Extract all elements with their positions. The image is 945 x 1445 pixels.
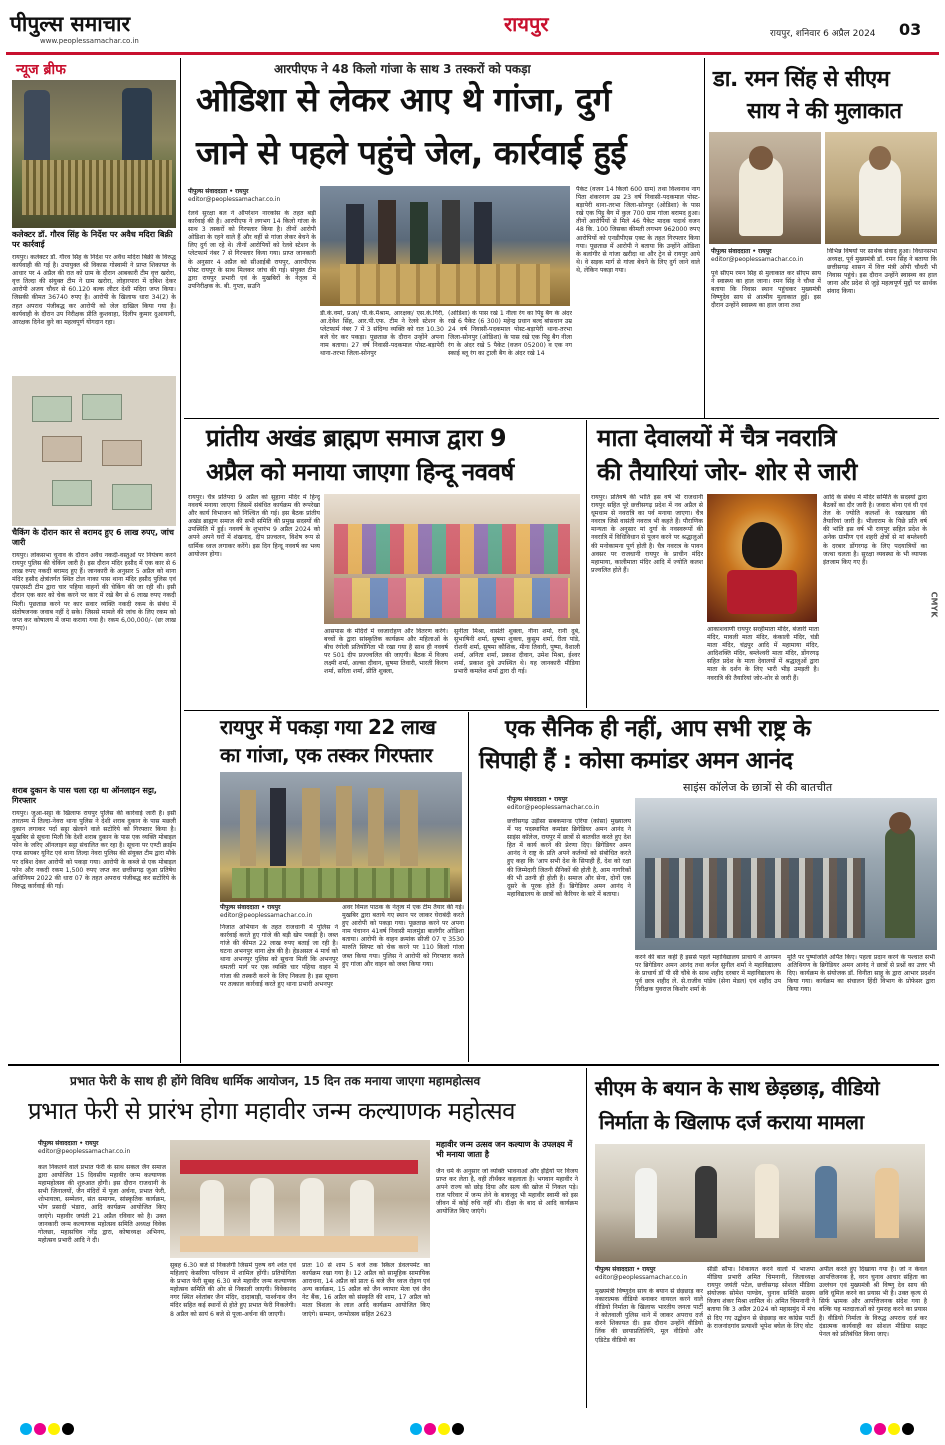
navratri-col-1: रायपुर। प्रतिवर्ष की भांति इस वर्ष भी राजधानी रायपुर सहित पूरे छत्तीसगढ़ प्रदेश में नव अप्रैल से धूमधाम से नवरात्रि का पर्व मनाया जाएगा। चैत्र नवरात्र जिसे वासंती नवरात्र भी कहते हैं। पौराणिक मान्यता के अनुसार मां दुर्गा के नवस्वरूपों की नवरात्रि में विधिविधान से पूजन करने पर श्रद्धालुओं की मनोकामना पूर्ण होती है। चैत्र नवरात्र के पावन अवसर पर राजधानी रायपुर के प्राचीन मंदिर महामाया, कालीमाता मंदिर आदि में ज्योति कलश प्रज्वलित होते हैं। bbox=[591, 494, 703, 574]
soldier-headline-2: सिपाही हैं : कोसा कमांडर अमन आनंद bbox=[479, 748, 793, 774]
issue-date: रायपुर, शनिवार 6 अप्रैल 2024 bbox=[770, 29, 876, 39]
story-soldier bbox=[471, 712, 939, 1062]
brief-2-caption: चैकिंग के दौरान कार से बरामद हुए 6 लाख रुपए, जांच जारी bbox=[12, 528, 174, 547]
brand-name: पीपुल्स समाचार bbox=[10, 12, 131, 36]
brahmin-headline-2: अप्रैल को मनाया जाएगा हिन्दू नववर्ष bbox=[206, 458, 514, 486]
raman-headline-1: डा. रमन सिंह से सीएम bbox=[713, 67, 890, 92]
22lakh-col-1: निजात अभियान के तहत राजधानी में पुलिस ने कार्रवाई करते हुए गांजे की बड़ी खेप पकड़ी है। जब्त गांजे की कीमत 22 लाख रुपए बताई जा रही है। घटना अभनपुर थाना क्षेत्र की है। हेडअसल 4 मार्च को थाना अभनपुर पुलिस को सूचना मिली कि अभनपुर धमतरी मार्ग पर एक व्यक्ति चार पहिया वाहन में गांजा की तस्करी करने के लिए निकला है। इस सूचना पर तत्काल कार्रवाई करते हुए थाना प्रभारी अभनपुर bbox=[220, 924, 338, 988]
mahavir-byline bbox=[38, 1140, 166, 1156]
22lakh-byline bbox=[220, 904, 340, 920]
story-mahavir bbox=[8, 1068, 583, 1410]
soldier-byline bbox=[507, 796, 631, 812]
mahavir-col-1: कल निकलने वाले प्रभात फेरी के साथ सकल जैन समाज द्वारा आयोजित 15 दिवसीय महावीर जन्म कल्याणक महामहोत्सव की शुरुआत होगी। इस दौरान राजधानी के सभी जिनालयों, जैन मंदिरों में पूजा अर्चना, प्रभात फेरी, शोभायात्रा, सम्मेलन, संत समागम, सांस्कृतिक कार्यक्रम, भोग प्रसादी भंडारा, आदि कार्यक्रम आयोजित किए जाएंगे। महावीर जयंती 21 अप्रैल रविवार को है। उक्त जानकारी जन्म कल्याणक महोत्सव समिति अध्यक्ष विवेक गोलछा, महासचिव नरेंद्र द्वारा, कोषाध्यक्ष अभिनय, महोत्सव प्रभारी आदि ने दी। bbox=[38, 1164, 166, 1244]
color-registration-bar bbox=[0, 1416, 945, 1438]
ganja-kicker: आरपीएफ ने 48 किलो गांजा के साथ 3 तस्करों को पकड़ा bbox=[274, 62, 531, 76]
soldier-col-2: करने की बात कही है इससे पहले महाविद्यालय प्राचार्य ने आगमन पर ब्रिगेडियर अमन आनंद तथा कर्नल सुनील शर्मा ने महाविद्यालय के प्राचार्य डॉ पी सी चौबे के साथ शहीद दरबार में महाविद्यालय के पूर्व छात्र शहीद ले. से.राजीव पांडेय (सेना मेडल) एवं शहीद उप निरीक्षक युवराज किशोर शर्मा के bbox=[635, 954, 781, 994]
22lakh-soldier-divider bbox=[468, 712, 469, 1062]
row3-divider bbox=[8, 1064, 939, 1066]
ganja-headline-1: ओडिशा से लेकर आए थे गांजा, दुर्ग bbox=[196, 80, 611, 119]
brief-1-body: रायपुर। कलेक्टर डॉ. गौरव सिंह के निर्देश पर अवैध मदिरा बिक्री के विरुद्ध कार्यवाही की गई है। उपायुक्त श्री विकास गोस्वामी ने प्राप्त शिकायत के आधार पर 4 अप्रैल की रात को ग्राम के दौरान आबकारी टीम वृत्त खरोरा, वृत्त तिल्दा की संयुक्त टीम ने ग्राम खरोरा, लोहारपारा में दबिश देकर आरोपी अजय चौधर से 60.120 बल्क लीटर देशी मदिरा जप्त किया। जिसकी कीमत 36740 रुपए है। आरोपी के खिलाफ धारा 34(2) के तहत अपराध पंजीबद्ध कर आरोपी को जेल दाखिल किया गया है। कार्यवाही के दौरान उप निरीक्षक प्रीति कुशवाहा, दिलीप कुमार दुआयागी, आरक्षक दिनेश कुरे का महत्वपूर्ण योगदान रहा। bbox=[12, 254, 176, 326]
cmyk-dots-left bbox=[20, 1420, 76, 1439]
raman-headline-2: साय ने की मुलाकात bbox=[747, 99, 902, 124]
story-ganja bbox=[184, 58, 702, 418]
ganja-raman-divider bbox=[704, 58, 705, 418]
mahavir-col-2: सुबह 6.30 बजे से निकलेगी जिसमें पुरुष वर्ग श्वेत एवं महिलाएं केसरिया परिधान में शामिल होंगी। प्रतियोगिता के प्रभात फेरी सुबह 6.30 बजे महावीर जन्म कल्याणक महोत्सव समिति की ओर से निकाली जाएगी। विवेकानंद नगर स्थित श्वेतांबर जैन मंदिर, दादाबाड़ी, पार्श्वनाथ जैन मंदिर सहित कई स्थानों से होते हुए प्रभात फेरी निकलेगी। 8 अप्रैल को सायं 6 बजे से पूजा-अर्चना की जाएगी। bbox=[170, 1262, 296, 1318]
22lakh-headline-2: का गांजा, एक तस्कर गिरफ्तार bbox=[220, 743, 433, 767]
brahmin-headline-1: प्रांतीय अखंड ब्राह्मण समाज द्वारा 9 bbox=[206, 424, 507, 452]
raman-col-2: विभिन्न विषयों पर सार्थक संवाद हुआ। विधानसभा अध्यक्ष, पूर्व मुख्यमंत्री डॉ. रमन सिंह ने बताया कि छत्तीसगढ़ शासन में वित्त मंत्री ओपी चौधरी भी निवास पहुंचे। इस दौरान उन्होंने स्वास्थ्य का हाल जाना और प्रदेश से जुड़े महत्वपूर्ण मुद्दों पर सार्थक संवाद किया। bbox=[827, 248, 937, 296]
raman-byline bbox=[711, 248, 821, 264]
mahavir-col-4: जैन धर्म के अनुसार जो व्यक्ति भावनाओं और इंद्रियों पर विजय प्राप्त कर लेता है, वही तीर्थंकर कहलाता है। भगवान महावीर ने अपने राज्य को छोड़ दिया और सत्य की खोज में निकल पड़े। राज परिवार में जन्म लेने के बावजूद भी महावीर स्वामी को इस जीवन में कोई रुचि नहीं थी। दीक्षा के बाद से आदि कार्यक्रम आयोजित किए जाएंगे। bbox=[436, 1168, 578, 1216]
news-brief-column bbox=[8, 58, 178, 1068]
section-city: रायपुर bbox=[504, 12, 549, 36]
masthead-rule bbox=[6, 52, 939, 55]
cm-meeting-photo-1 bbox=[709, 132, 821, 244]
story-brahmin bbox=[184, 420, 584, 710]
cm-video-complaint-photo bbox=[595, 1144, 925, 1262]
brief-3-body: रायपुर। जुआ-सट्टा के खिलाफ रायपुर पुलिस की कार्रवाई जारी है। इसी तारतम्य में तिल्दा-नेवरा थाना पुलिस ने देशी शराब दुकान के पास मछली दुकान लगाकर पर्दा सट्टा खेलाने वाले सटोरिये को गिरफ्तार किया है। मुखबिर से सूचना मिली कि देशी शराब दुकान के पास एक व्यक्ति मोबाइल फोन के जरिए ऑनलाइन सट्टा संचालित कर रहा है। सूचना पर एण्टी क्राईम एण्ड सायबर यूनिट एवं थाना तिल्दा नेवरा पुलिस की संयुक्त टीम द्वारा मौके पर दबिश देकर आरोपी को पकड़ा गया। आरोपी के कब्जे से एक मोबाइल फोन और नकदी रकम 1,500 रुपए जप्त कर छत्तीसगढ़ जुआ प्रतिषेध अधिनियम 2022 की धारा 07 के तहत अपराध पंजीबद्ध कर सटोरिये के विरुद्ध कार्रवाई की गई। bbox=[12, 810, 176, 890]
ganja-col-2: डी.के.वर्मा, प्रआ/ पी.के.मैश्राम, आरक्षक/ एस.के.गिरी, आ.देवेश सिंह, आर.पी.एफ. टीम ने रेलवे स्टेशन के प्लेटफार्म नंबर 7 में 3 संदिग्ध व्यक्ति को रात 10.30 बजे घेर कर पकड़ा। पूछताछ के दौरान उन्होंने अपना नाम बताया। 27 वर्ष निवासी-पदकमाल पोस्ट-बड़ापेरी थाना-तरभा जिला-सोनपुर bbox=[320, 310, 444, 358]
ganja-byline bbox=[188, 188, 318, 204]
liquor-seizure-photo bbox=[12, 80, 176, 228]
brahmin-col-3: सुनीता मिश्रा, वासंती शुक्ला, नीना शर्मा, रानी दुबे, सुभाषिनी शर्मा, सुषमा शुक्ला, कुसुम शर्मा, रीता पांडे, रोशनी शर्मा, सुषमा कौशिक, मीना तिवारी, पुष्पा, वैशाली शर्मा, अनिता शर्मा, प्रकाश दीवान, उमेश मिश्रा, ईश्वर शर्मा, प्रकाश दुबे उपस्थित थे। यह जानकारी मीडिया प्रभारी कमलेश शर्मा द्वारा दी गई। bbox=[454, 628, 580, 676]
cm-video-col-3: अपील करते हुए दिखाया गया है। जो न केवल आपत्तिजनक है, वरन चुनाव आचार संहिता का उल्लंघन एवं मुख्यमंत्री श्री विष्णु देव साय की छवि धूमिल करने का प्रयास भी है। उक्त कृत्य से सिर्फ भ्रामक और आपत्तिजनक संदेश गया है बल्कि यह मतदाताओं को गुमराह करने का प्रयास है। वीडियो निर्माता के विरुद्ध अपराध दर्ज कर दंडात्मक कार्यवाही का सोशल मीडिया साइट पेनल को प्रतिबंधित किया जाए। bbox=[819, 1266, 927, 1338]
ganja-arrest-photo bbox=[320, 186, 570, 306]
ganja-email[interactable]: editor@peoplessamachar.co.in bbox=[188, 196, 281, 203]
cash-seizure-photo bbox=[12, 376, 176, 526]
cm-video-byline bbox=[595, 1266, 705, 1282]
navratri-headline-2: की तैयारियां जोर- शोर से जारी bbox=[597, 458, 857, 486]
cm-video-headline-1: सीएम के बयान के साथ छेड़छाड़, वीडियो bbox=[595, 1076, 880, 1100]
mahavir-email[interactable]: editor@peoplessamachar.co.in bbox=[38, 1148, 131, 1155]
goddess-idol-photo bbox=[707, 494, 817, 622]
mahavir-col-4-title: महावीर जन्म उत्सव जन कल्याण के उपलक्ष्य में भी मनाया जाता है bbox=[436, 1140, 573, 1159]
mahavir-kicker: प्रभात फेरी के साथ ही होंगे विविध धार्मिक आयोजन, 15 दिन तक मनाया जाएगा महामहोत्सव bbox=[70, 1074, 481, 1088]
story-raman bbox=[707, 58, 939, 418]
cm-video-headline-2: निर्माता के खिलाफ दर्ज कराया मामला bbox=[599, 1110, 864, 1134]
page-number: 03 bbox=[899, 20, 922, 39]
22lakh-col-2: अवर विमल पाठक के नेतृत्व में एक टीम तैयार की गई। मुखबिर द्वारा बताये गए स्थान पर जाकर घेराबंदी करते हुए आरोपी को पकड़ा गया। पूछताछ करने पर अपना नाम पंचानन 41वर्ष निवासी मालमुंडा बालंगीर ओडिशा बताया। आरोपी के वाहन क्रमांक सीजी 07 ए 3530 मारुति स्विफ्ट को चेक करने पर 110 किलो गांजा जब्त किया गया। पुलिस ने आरोपी को गिरफ्तार करते हुए गांजा और वाहन को जब्त किया गया। bbox=[342, 904, 464, 968]
cm-video-col-2: सीडी सौंपा। शिकायत करने वालों में भाजपा मीडिया प्रभारी अमित चिमनानी, जिलाध्यक्ष रायपुर जयंती पटेल, छत्तीसगढ़ सोशल मीडिया संयोजक सोमेश पाण्डेय, चुनाव समिति सदस्य विजय शंकर मिश्रा शामिल थे। अमित चिमनानी ने बताया कि 3 अप्रैल 2024 को महासमुंद में मंच से दिए गए उद्बोधन से छेड़छाड़ कर कांग्रेस पार्टी के राजनांदगांव प्रत्याशी भूपेश बघेल के लिए वोट bbox=[707, 1266, 815, 1330]
mahavir-byline-name: पीपुल्स संवाददाता • रायपुर bbox=[38, 1140, 99, 1147]
cmyk-dots-center bbox=[410, 1420, 466, 1439]
soldier-address-photo bbox=[635, 798, 937, 950]
story-navratri bbox=[589, 420, 939, 710]
site-url[interactable]: www.peoplessamachar.co.in bbox=[40, 37, 139, 45]
mahavir-video-divider bbox=[586, 1068, 587, 1408]
cm-video-email[interactable]: editor@peoplessamachar.co.in bbox=[595, 1274, 688, 1281]
22lakh-headline-1: रायपुर में पकड़ा गया 22 लाख bbox=[220, 715, 436, 739]
soldier-col-3: मूर्ति पर पुष्पांजलि अर्पित किए। पहला प्रदान करने के पश्चात सभी अतिथिगण के ब्रिगेडियर अमन आनंद ने छात्रों से प्रश्नों का उत्तर भी दिए। कार्यक्रम के संयोजक डॉ. विनीता साहू के द्वारा आभार प्रदर्शन किया गया। कार्यक्रम का संचालन हिंदी विभाग के प्रोफेसर द्वारा किया गया। bbox=[787, 954, 935, 994]
story-22lakh bbox=[184, 712, 466, 1062]
navratri-col-2: आकाशवाणी रायपुर सरहीमाता मंदिर, बंजारी माता मंदिर, मावली माता मंदिर, कंकाली मंदिर, चंडी माता मंदिर, चंद्रपुर आदि में महामाया मंदिर, आदिशक्ति मंदिर, बम्लेश्वरी माता मंदिर, डोंगरगढ़ सहित प्रदेश के माता देवालयों में श्रद्धालुओं द्वारा माता के दर्शन के लिए भारी भीड़ उमड़ती है। नवरात्रि की तैयारियां जोर-शोर से जारी हैं। bbox=[707, 626, 819, 682]
ganja-headline-2: जाने से पहले पहुंचे जेल, कार्रवाई हुई bbox=[196, 133, 627, 172]
cm-meeting-photo-2 bbox=[825, 132, 937, 244]
soldier-byline-name: पीपुल्स संवाददाता • रायपुर bbox=[507, 796, 568, 803]
mahavir-col-3: प्रातः 10 से शाम 5 बजे तक स्किल डेवलपमेंट का कार्यक्रम रखा गया है। 12 अप्रैल को सामूहिक सामायिक आराधना, 14 अप्रैल को प्रातः 6 बजे जैन ध्वज रोहण एवं अन्य कार्यक्रम, 15 अप्रैल को जैन व्यापार मेला एवं जैन नेट बैंक, 16 अप्रैल को संस्कृति की शाम, 17 अप्रैल को माता त्रिशला के लाल आदि कार्यक्रम आयोजित किए जाएंगे। सम्मान, जन्मोत्सव सहित 2623 bbox=[302, 1262, 430, 1318]
ganja-col-4: पैकेट (वजन 14 किलो 600 ग्राम) तथा विश्वनाथ नाग पिता शंकरनाग उम्र 23 वर्ष निवासी-पदकमाल पोस्ट-बड़ापेरी थाना-तरभा जिला-सोनपुर (ओडिशा) के पास रखे एक पिट्टू बैग में कुल 700 ग्राम गांजा बरामद हुआ। तीनों आरोपियों से मिले 46 पैकेट मादक पदार्थ वजन 48 कि. 100 जिसका कीमती लगभग 962000 रुपए आरोपियों को एनडीपीएस एक्ट के तहत गिरफ्तार किया गया। पूछताछ में आरोपी ने बताया कि उन्होंने ओडिशा के बलांगीर से गांजा खरीदा था और ट्रेन से रायपुर आये थे। वे सड़क मार्ग से गांजा बेचने के लिए दुर्ग जाने वाले थे, लेकिन पकड़ा गया। bbox=[576, 186, 700, 274]
brief-2-body: रायपुर। लोकसभा चुनाव के दौरान अवैध नकदी-वस्तुओं पर नियंत्रण करने रायपुर पुलिस की चेकिंग जारी है। इस दौरान मंदिर हसौद में एक कार से 6 लाख रुपए नकदी बरामद हुए हैं। जानकारी के अनुसार 5 अप्रैल को थाना मंदिर हसौद क्षेत्रांतर्गत स्थित टोल नाका पास थाना मंदिर हसौद पुलिस एवं एसएसटी टीम द्वारा चार पहिया वाहनों की चेकिंग की जा रही थी। इसी दौरान एक कार को चेक करने पर कार में रखे बैग से 6 लाख रुपए नकदी मिली। पूछताछ करने पर कार सवार व्यक्ति नकदी रकम के संबंध में संतोषजनक जवाब नहीं दे सके। जिससे मामले की जांच के लिए रकम को जप्त कर कोषालय में जमा कराया गया है। रकम 6,00,000/- (छः लाख रुपए)। bbox=[12, 552, 176, 632]
ganja-col-1: रेलवे सुरक्षा बल ने ऑपरेशन नारकोस के तहत बड़ी कार्रवाई की है। आरपीएफ ने लगभग 14 किलो गांजा के साथ 3 तस्करों को गिरफ्तार किया है। तीनों आरोपी ओडिशा के रहने वाले हैं और वहीं से गांजा लेकर बेचने के लिए दुर्ग जा रहे थे। तीनों आरोपियों को रेलवे स्टेशन के प्लेटफार्म नंबर 7 से गिरफ्तार किया गया। प्राप्त जानकारी के अनुसार 4 अप्रैल को सीआईबी रायपुर, आरपीएफ पोस्ट रायपुर के साथ मिलकर जांच की गई। संयुक्त टीम द्वारा रायपुर प्रभारी एवं के मुखबिरों के नेतृत्व में उपनिरीक्षक के. बी. गुप्ता, सउनि bbox=[188, 210, 316, 290]
soldier-headline-1: एक सैनिक ही नहीं, आप सभी राष्ट्र के bbox=[505, 716, 811, 742]
brand-logo bbox=[6, 8, 196, 38]
row2-divider bbox=[184, 710, 939, 711]
22lakh-byline-name: पीपुल्स संवाददाता • रायपुर bbox=[220, 904, 281, 911]
ganja-byline-name: पीपुल्स संवाददाता • रायपुर bbox=[188, 188, 249, 195]
story-cm-video bbox=[589, 1068, 939, 1410]
raman-email[interactable]: editor@peoplessamachar.co.in bbox=[711, 256, 804, 263]
brahmin-group-photo bbox=[324, 494, 580, 624]
raman-byline-name: पीपुल्स संवाददाता • रायपुर bbox=[711, 248, 772, 255]
soldier-kicker: साइंस कॉलेज के छात्रों से की बातचीत bbox=[683, 781, 833, 794]
cmyk-dots-right bbox=[860, 1420, 916, 1439]
news-brief-label: न्यूज ब्रीफ bbox=[16, 62, 66, 78]
22lakh-arrest-photo bbox=[220, 772, 462, 902]
masthead bbox=[0, 0, 945, 52]
row1-divider bbox=[184, 418, 939, 419]
mahavir-press-photo bbox=[170, 1140, 430, 1258]
cm-video-byline-name: पीपुल्स संवाददाता • रायपुर bbox=[595, 1266, 656, 1273]
soldier-col-1: छत्तीसगढ़ उड़ीसा सबकमान्ड एरिया (कोसा) मुख्यालय में पद पदस्थापित कमांडर ब्रिगेडियर अमन आनंद ने साइंस कॉलेज, रायपुर में छात्रों से बातचीत करते हुए देश हित में कार्य करने की प्रेरणा दिए। ब्रिगेडियर अमन आनंद ने राष्ट्र के प्रति अपने कर्तव्यों को संबोधित करते हुए कहा कि 'आप सभी देश के सिपाही हैं, देश को रक्षा की जिम्मेदारी जितनी सैनिकों की होती है, आम नागरिकों की भी उतनी ही होती है। समाज और सेना, दोनों एक दूसरे के पूरक होते हैं। ब्रिगेडियर अमन आनंद ने महाविद्यालय के छात्रों को कैरियर के बारे में बताया। bbox=[507, 818, 631, 898]
brief-3-caption: शराब दुकान के पास चला रहा था ऑनलाइन सट्टा, गिरफ्तार bbox=[12, 786, 157, 805]
brief-divider bbox=[180, 58, 181, 1063]
navratri-headline-1: माता देवालयों में चैत्र नवरात्रि bbox=[597, 424, 837, 452]
soldier-email[interactable]: editor@peoplessamachar.co.in bbox=[507, 804, 600, 811]
cm-video-col-1: मुख्यमंत्री विष्णुदेव साय के बयान से छेड़छाड़ कर नकारात्मक वीडियो बनाकर वायरल करने वाले वीडियो निर्माता के खिलाफ भारतीय जनता पार्टी ने कोतवाली पुलिस थाने में जाकर अपराध दर्ज करने शिकायत दी। इस दौरान उन्होंने वीडियो लिंक की छायाप्रतिलिपि, मूल वीडियो और एडिटेड वीडियो का bbox=[595, 1288, 703, 1344]
navratri-col-3: आदि के संबंध में मंदिर समिति के सदस्यों द्वारा बैठकों का दौर जारी है। जवारा बोना एवं घी एवं तेल के ज्योति कलशों के रखरखाव की तैयारियां जारी है। भीलाराम के पिछे प्रति वर्ष की भांति इस वर्ष भी रायपुर सहित प्रदेश के अनेक ग्रामीण एवं शहरी क्षेत्रों से मां बम्लेश्वरी के दरबार डोंगरगढ़ के लिए पदयात्रियों का जत्था चलता है। सुरक्षा व्यवस्था के भी व्यापक इंतजाम किए गए हैं। bbox=[823, 494, 927, 566]
22lakh-email[interactable]: editor@peoplessamachar.co.in bbox=[220, 912, 313, 919]
side-cmyk-mark: CMYK bbox=[929, 591, 939, 618]
mahavir-headline: प्रभात फेरी से प्रारंभ होगा महावीर जन्म कल्याणक महोत्सव bbox=[28, 1097, 516, 1125]
brahmin-navratri-divider bbox=[586, 420, 587, 708]
raman-col-1: पूर्व सीएम रमन सिंह से मुलाकात कर सीएम साय ने स्वास्थ्य का हाल जाना। रमन सिंह ने चौथा में बताया कि निवास स्थान पहुंचकर मुख्यमंत्री विष्णुदेव साय से आत्मीय मुलाकात हुई। इस दौरान उन्होंने स्वास्थ्य का हाल जाना तथा bbox=[711, 270, 821, 310]
brahmin-col-1: रायपुर। चैत्र प्रतिपदा 9 अप्रैल को सुहाना मंदिर में हिन्दू नववर्ष मनाया जाएगा जिसमें संबंधित कार्यक्रम की रूपरेखा और कार्य विभाजन को निश्चित की गई। इस बैठक प्रांतीय अखंड ब्राह्मण समाज की सभी समिति की प्रमुख सदस्यों की उपस्थिति में हुई। नववर्ष के शुभारंभ 9 अप्रैल 2024 को अपने अपने घरों में शंखनाद, दीप प्रज्वलन, विशेष रूप से धार्मिक ध्वज लगाकर करेंगे। इस दिन हिन्दू नववर्ष का भव्य आयोजन होगा। bbox=[188, 494, 320, 558]
brahmin-col-2: आसपास के मंदिरों में ध्वजारोहण और वितरण करेंगे। बच्चों के द्वारा सांस्कृतिक कार्यक्रम और महिलाओं के बीच रंगोली प्रतियोगिता भी रखा गया है साथ ही नववर्ष पर 501 दीप प्रज्ज्वलित की जाएगी। बैठक में विजय लक्ष्मी शर्मा, अल्का दीवान, सुषमा तिवारी, भारती किरण शर्मा, सरिता शर्मा, प्रीति शुक्ला, bbox=[324, 628, 448, 676]
brief-1-caption: कलेक्टर डॉ. गौरव सिंह के निर्देश पर अवैध मदिरा बिक्री पर कार्रवाई bbox=[12, 230, 173, 249]
ganja-col-3: (ओडिशा) के पास रखे 1 नीला रंग का पिट्टू बैग के अंदर रखे 6 पैकेट (6 300) महेन्द्र प्रधान बल्द बांसधान उम्र 24 वर्ष निवासी-पदकमाल पोस्ट-बड़ापेरी थाना-तरभा जिला-सोनपुर (ओडिशा) के पास रखे एक पिट्टू बैग नीला रंग के अंदर रखे 5 पैकेट (वजन 05200) व एक नग स्काई ब्लू रंग का ट्राली बैग के अंदर रखे 14 bbox=[448, 310, 572, 358]
